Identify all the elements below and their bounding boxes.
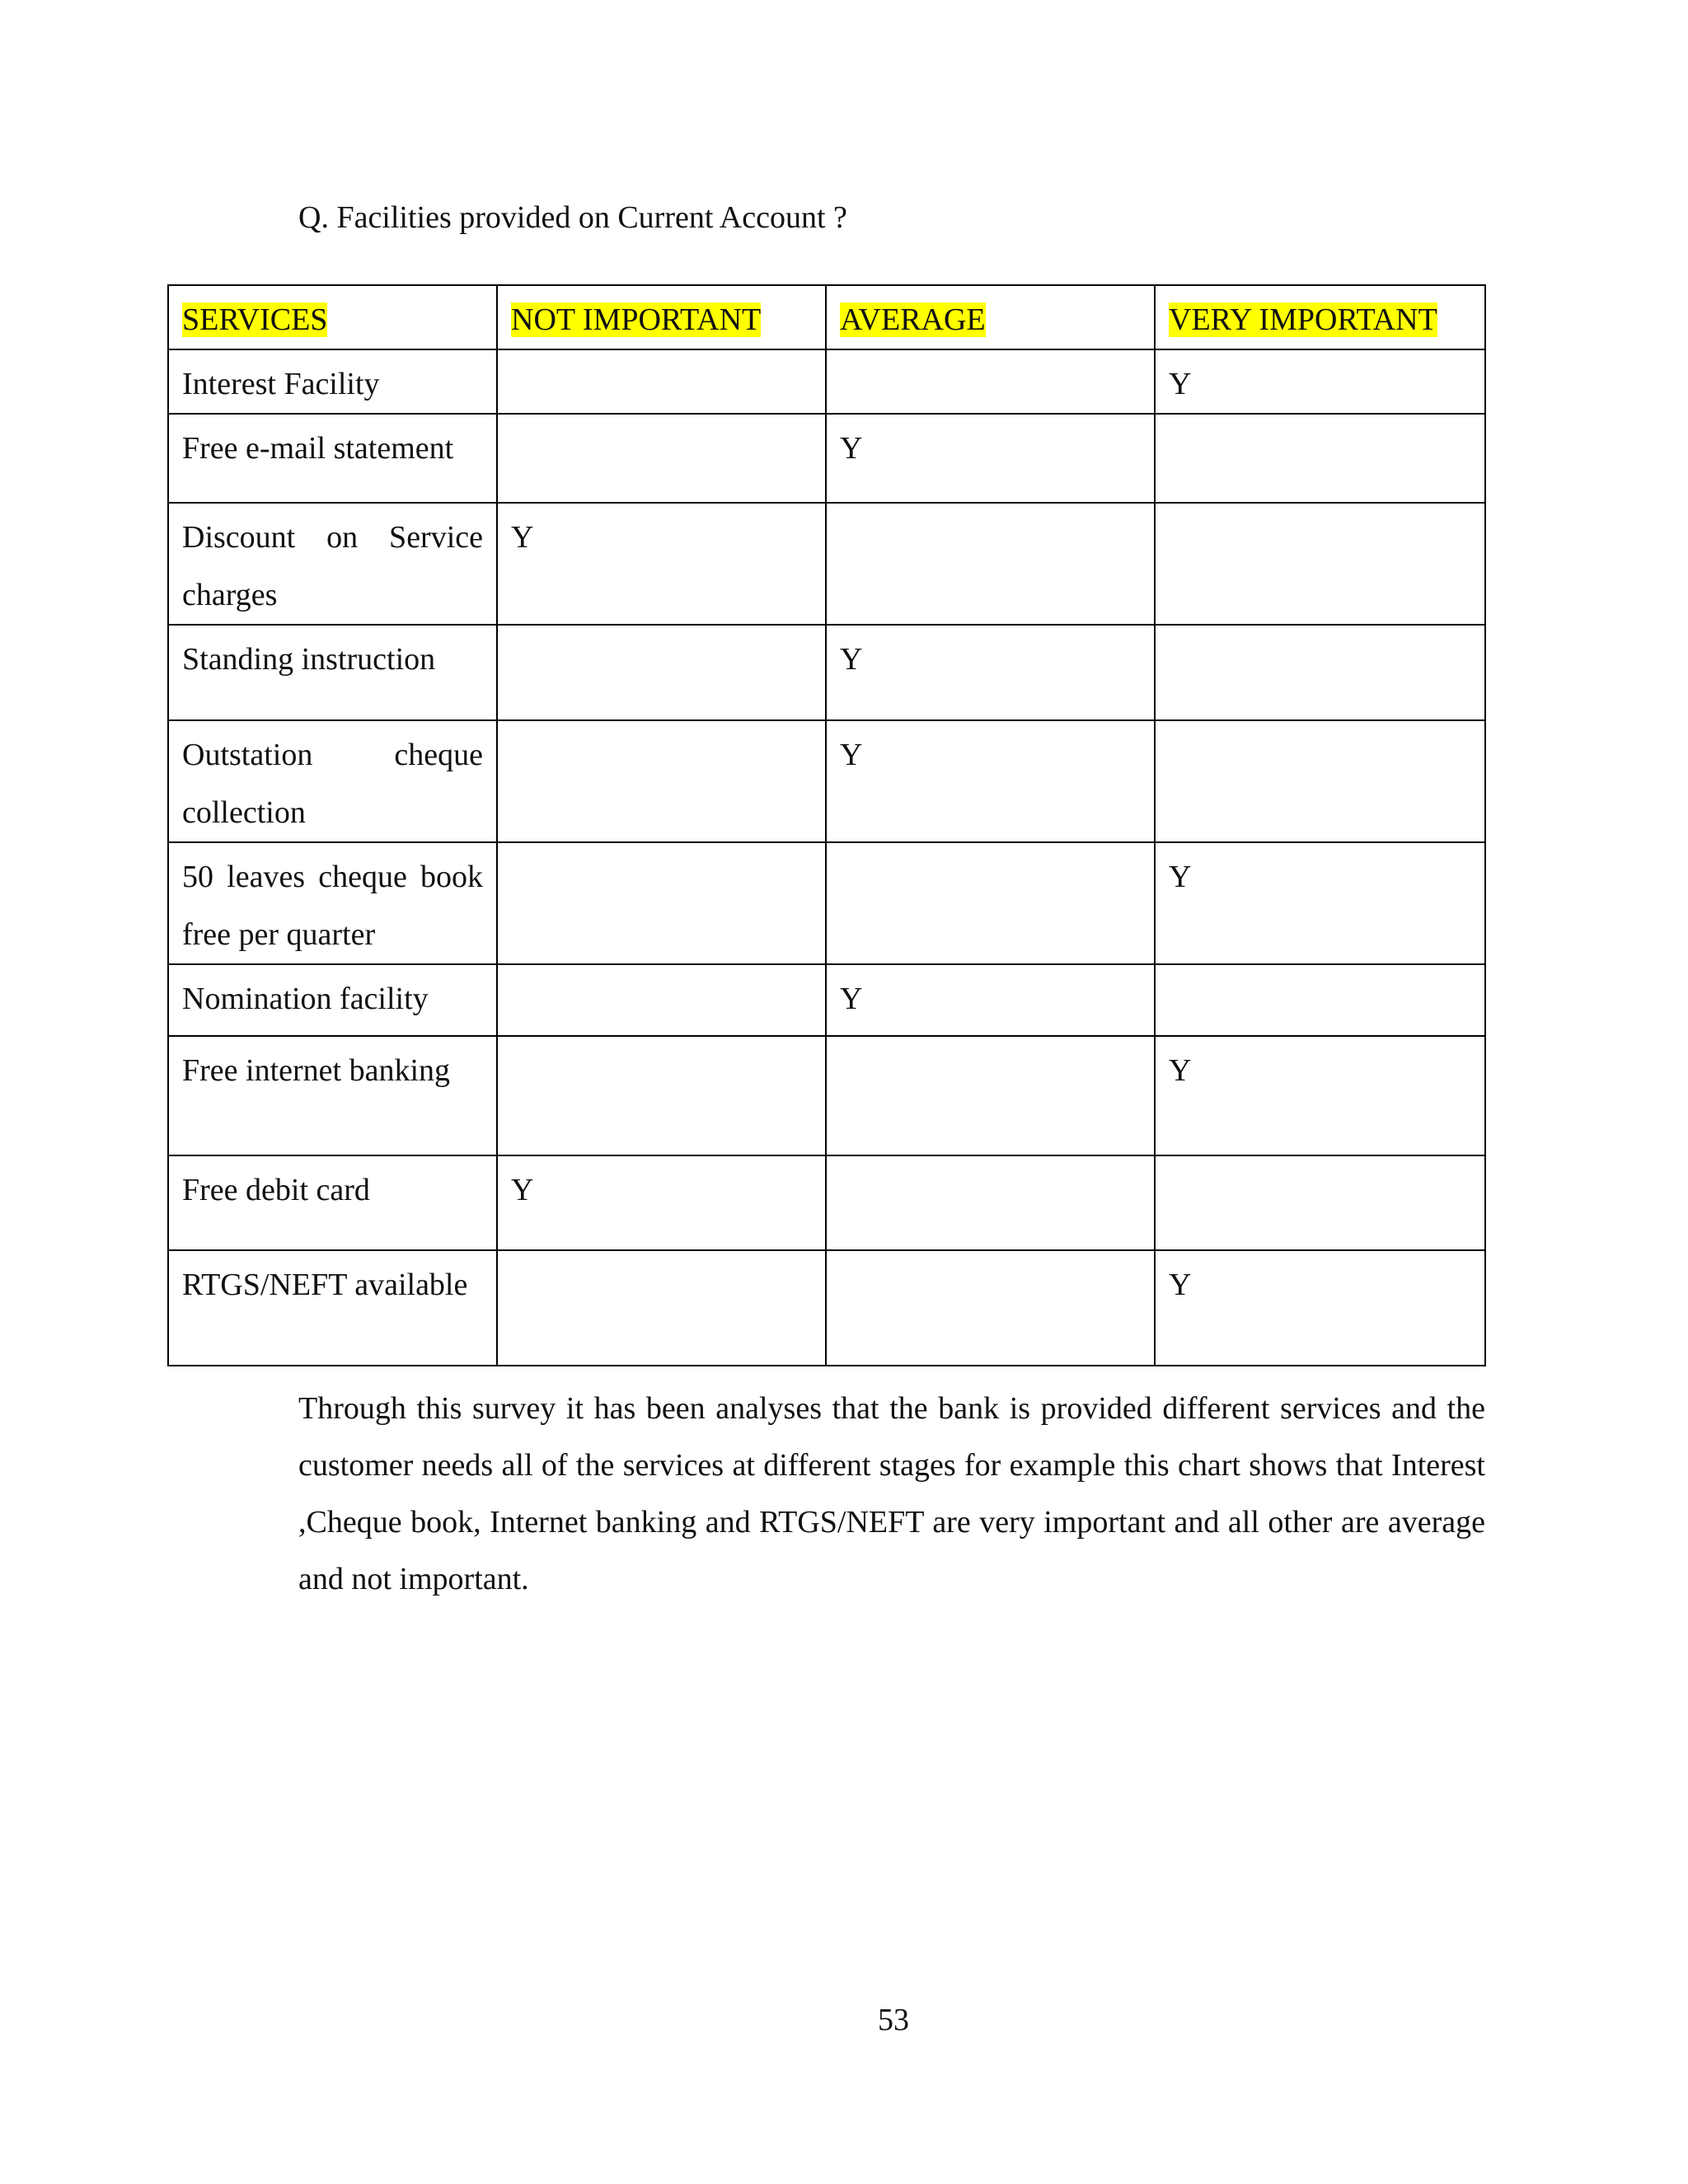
question-heading: Q. Facilities provided on Current Account ? (298, 200, 847, 235)
header-very-important-label: VERY IMPORTANT (1169, 302, 1437, 337)
service-cell: Standing instruction (168, 625, 497, 720)
very-important-cell (1155, 503, 1485, 625)
not-important-cell (497, 414, 826, 503)
service-cell: Interest Facility (168, 349, 497, 414)
very-important-cell (1155, 964, 1485, 1036)
service-cell: Discount on Service charges (168, 503, 497, 625)
header-not-important-label: NOT IMPORTANT (511, 302, 762, 337)
very-important-cell (1155, 625, 1485, 720)
very-important-cell: Y (1155, 842, 1485, 964)
header-services (168, 285, 497, 349)
very-important-cell: Y (1155, 349, 1485, 414)
not-important-cell (497, 349, 826, 414)
table-row (168, 720, 1485, 842)
not-important-cell (497, 964, 826, 1036)
not-important-cell (497, 625, 826, 720)
table-row (168, 964, 1485, 1036)
table-row (168, 503, 1485, 625)
service-cell: 50 leaves cheque book free per quarter (168, 842, 497, 964)
table-row (168, 842, 1485, 964)
service-cell: Nomination facility (168, 964, 497, 1036)
table-row (168, 625, 1485, 720)
not-important-cell (497, 1250, 826, 1366)
average-cell: Y (826, 964, 1155, 1036)
not-important-cell (497, 720, 826, 842)
very-important-cell: Y (1155, 1036, 1485, 1155)
average-cell (826, 1250, 1155, 1366)
not-important-cell: Y (497, 1155, 826, 1250)
very-important-cell: Y (1155, 1250, 1485, 1366)
facilities-table (167, 284, 1486, 1366)
header-average-label: AVERAGE (840, 302, 986, 337)
table-row (168, 1155, 1485, 1250)
average-cell: Y (826, 720, 1155, 842)
table-header-row (168, 285, 1485, 349)
header-average (826, 285, 1155, 349)
not-important-cell (497, 1036, 826, 1155)
table-row (168, 1250, 1485, 1366)
average-cell (826, 1155, 1155, 1250)
page-number: 53 (878, 2003, 909, 2037)
average-cell (826, 1036, 1155, 1155)
average-cell (826, 842, 1155, 964)
average-cell: Y (826, 625, 1155, 720)
service-cell: Free e-mail statement (168, 414, 497, 503)
service-cell: Free debit card (168, 1155, 497, 1250)
table-row (168, 414, 1485, 503)
average-cell (826, 349, 1155, 414)
header-services-label: SERVICES (182, 302, 328, 337)
very-important-cell (1155, 720, 1485, 842)
table-row (168, 1036, 1485, 1155)
service-cell: Free internet banking (168, 1036, 497, 1155)
table-row (168, 349, 1485, 414)
very-important-cell (1155, 414, 1485, 503)
analysis-paragraph: Through this survey it has been analyses that the bank is provided different services and the customer needs all of the services at different stages for example this chart shows that Interest ,Cheque book, Internet banking and RTGS/NEFT are very important and all other are average and not important. (298, 1391, 1485, 1596)
not-important-cell (497, 842, 826, 964)
average-cell (826, 503, 1155, 625)
header-very-important (1155, 285, 1485, 349)
service-cell: Outstation cheque collection (168, 720, 497, 842)
very-important-cell (1155, 1155, 1485, 1250)
header-not-important (497, 285, 826, 349)
not-important-cell: Y (497, 503, 826, 625)
average-cell: Y (826, 414, 1155, 503)
service-cell: RTGS/NEFT available (168, 1250, 497, 1366)
